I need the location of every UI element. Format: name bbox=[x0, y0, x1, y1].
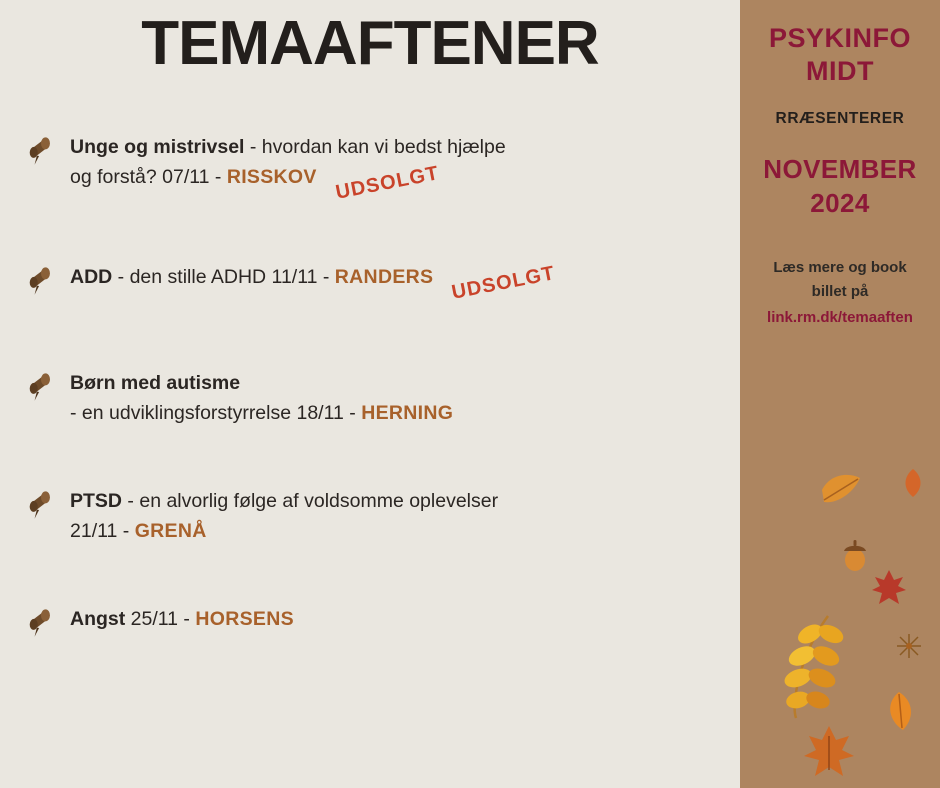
list-item bbox=[24, 604, 724, 648]
pushpin-icon bbox=[24, 262, 58, 296]
event-desc-2: og forstå? 07/11 - bbox=[70, 166, 227, 188]
event-desc-2: 21/11 - bbox=[70, 520, 135, 542]
event-place: GRENÅ bbox=[134, 520, 207, 542]
event-title: Unge og mistrivsel bbox=[70, 136, 245, 158]
event-list bbox=[24, 132, 724, 648]
compound-leaf-icon bbox=[776, 612, 868, 727]
event-place: HERNING bbox=[361, 402, 454, 424]
seed-pod-icon bbox=[895, 632, 923, 665]
event-desc: - hvordan kan vi bedst hjælpe bbox=[244, 136, 506, 158]
event-desc: 25/11 - bbox=[125, 608, 196, 630]
event-text bbox=[70, 368, 724, 428]
pushpin-icon bbox=[24, 368, 58, 402]
event-place: RANDERS bbox=[334, 266, 434, 288]
event-text bbox=[70, 132, 724, 204]
sidebar bbox=[740, 0, 940, 788]
booking-line-2: billet på bbox=[811, 283, 869, 300]
leaf-icon bbox=[900, 468, 926, 503]
leaf-icon bbox=[818, 470, 864, 515]
pushpin-icon bbox=[24, 132, 58, 166]
event-title: Børn med autisme bbox=[70, 372, 241, 394]
event-title: ADD bbox=[70, 266, 113, 288]
status-badge: UDSOLGT bbox=[333, 162, 441, 204]
event-desc: - en udviklingsforstyrrelse 18/11 - bbox=[70, 402, 362, 424]
event-place: HORSENS bbox=[195, 608, 294, 630]
list-item bbox=[24, 368, 724, 428]
event-title: PTSD bbox=[70, 490, 123, 512]
brand-line-1: PSYKINFO bbox=[768, 23, 912, 53]
pushpin-icon bbox=[24, 604, 58, 638]
booking-link[interactable]: link.rm.dk/temaaften bbox=[767, 309, 913, 326]
date-block bbox=[740, 152, 940, 220]
brand-line-2: MIDT bbox=[806, 56, 874, 86]
maple-leaf-icon bbox=[802, 724, 856, 785]
page-title: TEMAAFTENER bbox=[141, 9, 599, 78]
event-text bbox=[70, 262, 724, 304]
acorn-icon bbox=[840, 538, 870, 577]
leaf-icon bbox=[878, 690, 920, 739]
month-label: NOVEMBER bbox=[763, 154, 917, 184]
brand-name bbox=[740, 22, 940, 88]
event-place: RISSKOV bbox=[226, 166, 317, 188]
status-badge: UDSOLGT bbox=[450, 262, 558, 304]
booking-line-1: Læs mere og book bbox=[773, 259, 907, 276]
event-desc: - en alvorlig følge af voldsomme oplevelser bbox=[122, 490, 499, 512]
presents-label: RRÆSENTERER bbox=[775, 110, 905, 127]
maple-leaf-icon bbox=[870, 568, 908, 613]
year-label: 2024 bbox=[810, 188, 870, 218]
list-item bbox=[24, 486, 724, 546]
booking-info bbox=[740, 256, 940, 330]
event-title: Angst bbox=[70, 608, 126, 630]
event-text bbox=[70, 604, 724, 634]
list-item bbox=[24, 132, 724, 204]
event-text bbox=[70, 486, 724, 546]
list-item bbox=[24, 262, 724, 306]
event-desc: - den stille ADHD 11/11 - bbox=[112, 266, 335, 288]
pushpin-icon bbox=[24, 486, 58, 520]
